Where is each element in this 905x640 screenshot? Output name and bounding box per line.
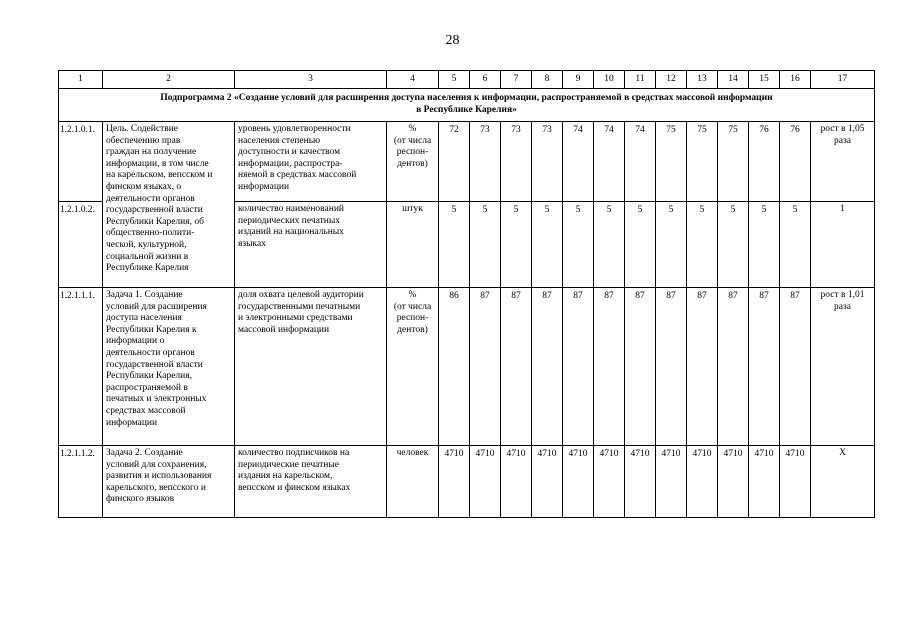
section-row (59, 89, 875, 122)
column-number: 16 (780, 71, 811, 89)
year-value: 4710 (563, 446, 594, 518)
indicator-name: количество наименований периодических печатных изданий на национальных языках (235, 202, 387, 288)
year-value: 5 (718, 202, 749, 288)
goal-description: Задача 1. Создание условий для расширения доступа населения Республики Карелия к информации о деятельности органов государственной власти Республики Карелия, распространяемой в печатных и электронных средствах массовой информации (103, 288, 235, 446)
column-number: 9 (563, 71, 594, 89)
target-result: рост в 1,01 раза (811, 288, 875, 446)
year-value: 5 (687, 202, 718, 288)
year-value: 4710 (501, 446, 532, 518)
year-value: 87 (718, 288, 749, 446)
column-number: 17 (811, 71, 875, 89)
table-row (59, 446, 875, 518)
year-value: 75 (718, 122, 749, 202)
page-number: 28 (445, 33, 460, 48)
year-value: 87 (563, 288, 594, 446)
column-number: 7 (501, 71, 532, 89)
row-code: 1.2.1.1.1. (59, 288, 103, 446)
year-value: 87 (501, 288, 532, 446)
goal-description: Цель. Содействие обеспечению прав граждан на получение информации, в том числе на карельском, вепсском и финском языках, о деятельности органов государственной власти Республики Карелия, об общественно-полити- ческой, культурной, социальной жизни в Республике Карелия (103, 122, 235, 288)
year-value: 5 (780, 202, 811, 288)
indicator-table (58, 70, 875, 518)
column-number: 1 (59, 71, 103, 89)
year-value: 86 (439, 288, 470, 446)
unit-of-measure: штук (387, 202, 439, 288)
unit-of-measure: % (от числа респон- дентов) (387, 122, 439, 202)
column-number: 2 (103, 71, 235, 89)
year-value: 76 (780, 122, 811, 202)
year-value: 72 (439, 122, 470, 202)
column-number: 10 (594, 71, 625, 89)
year-value: 74 (594, 122, 625, 202)
year-value: 4710 (439, 446, 470, 518)
year-value: 4710 (687, 446, 718, 518)
year-value: 4710 (656, 446, 687, 518)
column-number: 8 (532, 71, 563, 89)
year-value: 4710 (749, 446, 780, 518)
row-code: 1.2.1.0.1. (59, 122, 103, 202)
year-value: 87 (625, 288, 656, 446)
year-value: 75 (656, 122, 687, 202)
year-value: 87 (687, 288, 718, 446)
row-code: 1.2.1.1.2. (59, 446, 103, 518)
year-value: 4710 (625, 446, 656, 518)
year-value: 87 (780, 288, 811, 446)
year-value: 87 (656, 288, 687, 446)
goal-description: Задача 2. Создание условий для сохранения, развития и использования карельского, вепсского и финского языков (103, 446, 235, 518)
year-value: 73 (532, 122, 563, 202)
column-number: 13 (687, 71, 718, 89)
year-value: 5 (749, 202, 780, 288)
column-number: 11 (625, 71, 656, 89)
year-value: 5 (501, 202, 532, 288)
column-number: 6 (470, 71, 501, 89)
year-value: 4710 (780, 446, 811, 518)
year-value: 87 (532, 288, 563, 446)
year-value: 73 (501, 122, 532, 202)
year-value: 5 (470, 202, 501, 288)
year-value: 4710 (718, 446, 749, 518)
column-number: 4 (387, 71, 439, 89)
year-value: 73 (470, 122, 501, 202)
year-value: 75 (687, 122, 718, 202)
year-value: 74 (625, 122, 656, 202)
year-value: 5 (532, 202, 563, 288)
year-value: 4710 (470, 446, 501, 518)
year-value: 76 (749, 122, 780, 202)
indicator-name: уровень удовлетворенности населения степенью доступности и качеством информации, распростра- няемой в средствах массовой информации (235, 122, 387, 202)
year-value: 5 (594, 202, 625, 288)
unit-of-measure: % (от числа респон- дентов) (387, 288, 439, 446)
year-value: 87 (594, 288, 625, 446)
table-row (59, 288, 875, 446)
year-value: 87 (749, 288, 780, 446)
indicator-name: доля охвата целевой аудитории государственными печатными и электронными средствами массовой информации (235, 288, 387, 446)
column-number: 12 (656, 71, 687, 89)
year-value: 4710 (532, 446, 563, 518)
year-value: 87 (470, 288, 501, 446)
indicator-name: количество подписчиков на периодические печатные издания на карельском, вепсском и финском языках (235, 446, 387, 518)
column-number: 3 (235, 71, 387, 89)
year-value: 4710 (594, 446, 625, 518)
row-code: 1.2.1.0.2. (59, 202, 103, 288)
year-value: 5 (656, 202, 687, 288)
table-row (59, 122, 875, 202)
year-value: 5 (563, 202, 594, 288)
target-result: Х (811, 446, 875, 518)
column-number: 15 (749, 71, 780, 89)
section-title: Подпрограмма 2 «Создание условий для расширения доступа населения к информации, распространяемой в средствах массовой информации в Республике Карелия» (59, 89, 875, 122)
column-number: 5 (439, 71, 470, 89)
year-value: 5 (625, 202, 656, 288)
unit-of-measure: человек (387, 446, 439, 518)
column-number: 14 (718, 71, 749, 89)
target-result: 1 (811, 202, 875, 288)
target-result: рост в 1,05 раза (811, 122, 875, 202)
table-header-row (59, 71, 875, 89)
year-value: 74 (563, 122, 594, 202)
year-value: 5 (439, 202, 470, 288)
